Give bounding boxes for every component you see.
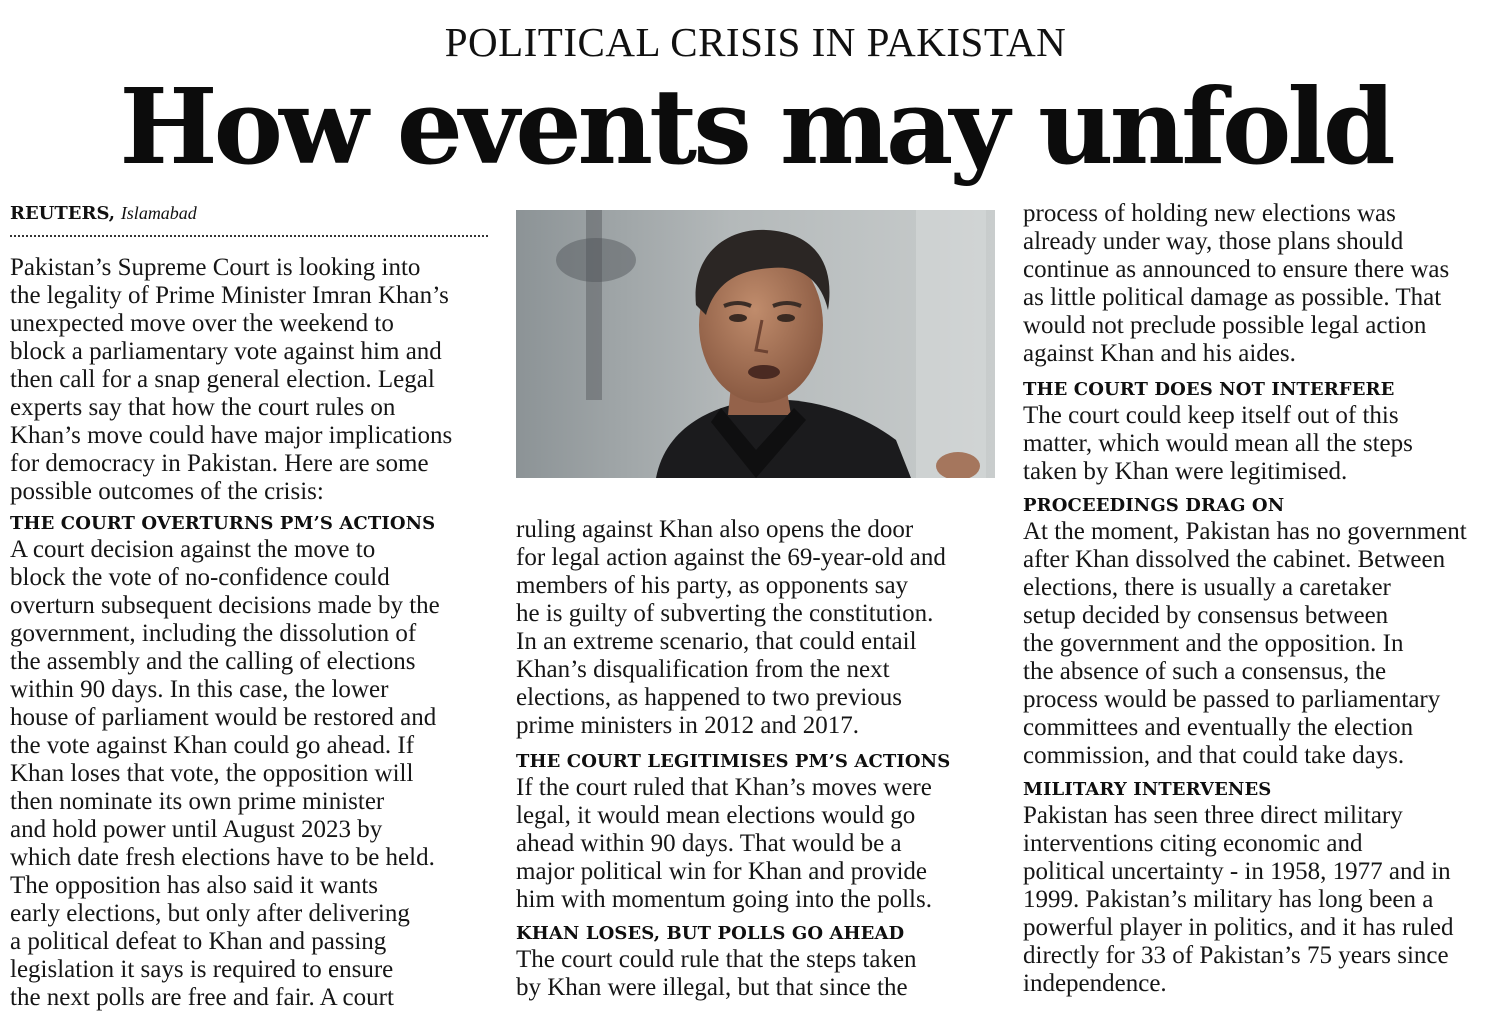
text-line: he is guilty of subverting the constitution. [516,600,934,627]
text-line: taken by Khan were legitimised. [1023,458,1348,485]
text-line: for democracy in Pakistan. Here are some [10,450,429,477]
text-line: the absence of such a consensus, the [1023,658,1387,685]
dotted-divider [10,235,488,237]
subheading-court-legitimises: THE COURT LEGITIMISES PM’S ACTIONS [516,751,951,772]
text-line: directly for 33 of Pakistan’s 75 years since [1023,942,1449,969]
text-line: him with momentum going into the polls. [516,886,932,913]
text-line: elections, as happened to two previous [516,684,903,711]
news-photo [516,210,995,478]
text-line: major political win for Khan and provide [516,858,927,885]
text-line: after Khan dissolved the cabinet. Between [1023,546,1446,573]
text-line: Khan’s move could have major implications [10,422,453,449]
text-line: possible outcomes of the crisis: [10,478,324,505]
text-line: A court decision against the move to [10,536,376,563]
text-line: legal, it would mean elections would go [516,802,916,829]
text-line: the assembly and the calling of elections [10,648,416,675]
text-line: government, including the dissolution of [10,620,417,647]
byline [10,200,197,227]
section-proceedings-body [1023,518,1508,770]
subheading-proceedings-drag: PROCEEDINGS DRAG ON [1023,495,1285,516]
headline: How events may unfold [119,65,1392,188]
text-line: political uncertainty - in 1958, 1977 and in [1023,858,1451,885]
text-line: which date fresh elections have to be held. [10,844,435,871]
text-line: powerful player in politics, and it has ruled [1023,914,1454,941]
section-khan-loses-body [516,946,1001,1002]
continuation-paragraph [516,516,1001,740]
text-line: If the court ruled that Khan’s moves were [516,774,932,801]
text-line: already under way, those plans should [1023,228,1404,255]
section-legitimises-body [516,774,1001,914]
section-military-body [1023,802,1508,998]
text-line: block a parliamentary vote against him and [10,338,442,365]
text-line: then nominate its own prime minister [10,788,385,815]
text-line: Pakistan has seen three direct military [1023,802,1403,829]
section-overturns-body [10,536,500,1012]
text-line: The court could rule that the steps taken [516,946,917,973]
continuation-paragraph [1023,200,1508,368]
text-line: ruling against Khan also opens the door [516,516,914,543]
byline-location: Islamabad [120,203,197,223]
text-line: committees and eventually the election [1023,714,1414,741]
text-line: Khan loses that vote, the opposition will [10,760,414,787]
column-3 [1023,200,1508,998]
text-line: block the vote of no-confidence could [10,564,390,591]
text-line: matter, which would mean all the steps [1023,430,1413,457]
text-line: early elections, but only after delivering [10,900,410,927]
text-line: Khan’s disqualification from the next [516,656,890,683]
text-line: for legal action against the 69-year-old and [516,544,946,571]
text-line: continue as announced to ensure there was [1023,256,1450,283]
text-line: At the moment, Pakistan has no government [1023,518,1467,545]
text-line: independence. [1023,970,1167,997]
intro-paragraph [10,254,500,506]
text-line: the government and the opposition. In [1023,630,1404,657]
subheading-khan-loses: KHAN LOSES, BUT POLLS GO AHEAD [516,923,905,944]
subheading-court-overturns: THE COURT OVERTURNS PM’S ACTIONS [10,513,436,534]
text-line: unexpected move over the weekend to [10,310,394,337]
text-line: 1999. Pakistan’s military has long been a [1023,886,1434,913]
text-line: then call for a snap general election. Legal [10,366,435,393]
text-line: as little political damage as possible. That [1023,284,1442,311]
portrait-illustration [516,210,995,478]
text-line: commission, and that could take days. [1023,742,1405,769]
text-line: and hold power until August 2023 by [10,816,383,843]
column-2 [516,516,1001,1002]
text-line: experts say that how the court rules on [10,394,396,421]
text-line: overturn subsequent decisions made by the [10,592,440,619]
text-line: prime ministers in 2012 and 2017. [516,712,860,739]
text-line: ahead within 90 days. That would be a [516,830,902,857]
section-kicker: POLITICAL CRISIS IN PAKISTAN [444,19,1067,65]
text-line: setup decided by consensus between [1023,602,1389,629]
text-line: within 90 days. In this case, the lower [10,676,389,703]
text-line: the vote against Khan could go ahead. If [10,732,415,759]
text-line: process of holding new elections was [1023,200,1396,227]
text-line: The opposition has also said it wants [10,872,379,899]
text-line: house of parliament would be restored and [10,704,437,731]
text-line: the legality of Prime Minister Imran Khan’s [10,282,449,309]
text-line: process would be passed to parliamentary [1023,686,1441,713]
text-line: The court could keep itself out of this [1023,402,1399,429]
text-line: would not preclude possible legal action [1023,312,1427,339]
text-line: members of his party, as opponents say [516,572,909,599]
text-line: against Khan and his aides. [1023,340,1296,367]
text-line: In an extreme scenario, that could entail [516,628,917,655]
text-line: the next polls are free and fair. A court [10,984,394,1011]
text-line: interventions citing economic and [1023,830,1363,857]
byline-agency: REUTERS, [10,203,116,224]
text-line: a political defeat to Khan and passing [10,928,387,955]
text-line: legislation it says is required to ensure [10,956,394,983]
column-1 [10,254,500,1012]
text-line: elections, there is usually a caretaker [1023,574,1391,601]
text-line: by Khan were illegal, but that since the [516,974,908,1001]
subheading-military-intervenes: MILITARY INTERVENES [1023,779,1272,800]
subheading-court-not-interfere: THE COURT DOES NOT INTERFERE [1023,379,1395,400]
text-line: Pakistan’s Supreme Court is looking into [10,254,421,281]
section-not-interfere-body [1023,402,1508,486]
